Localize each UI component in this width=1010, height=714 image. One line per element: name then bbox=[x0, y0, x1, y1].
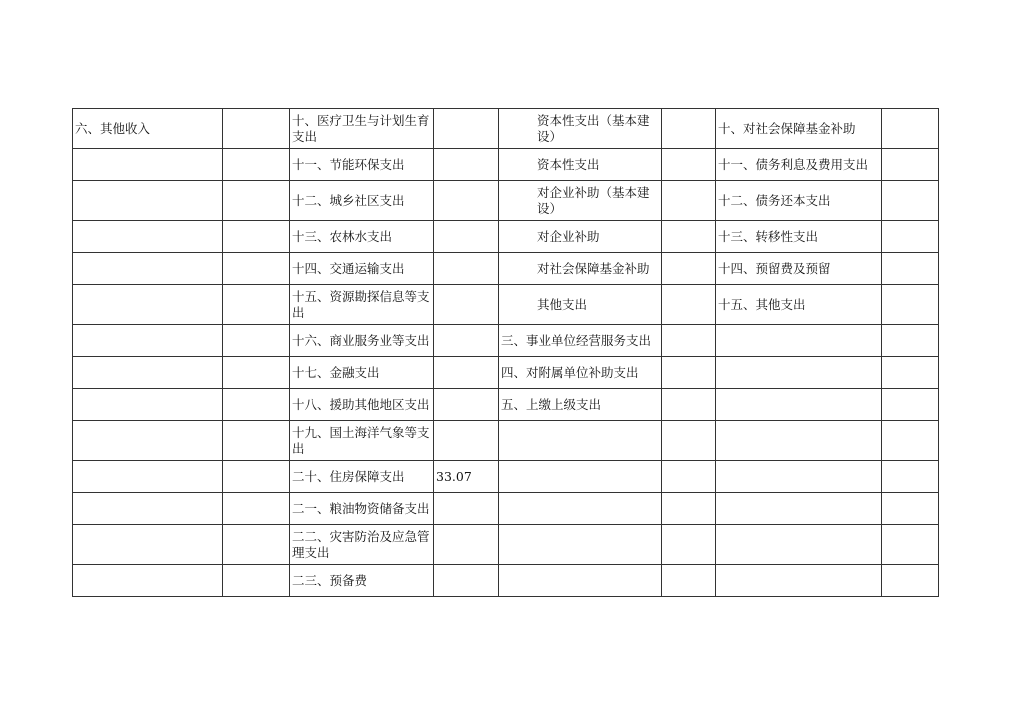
table-cell bbox=[73, 525, 223, 565]
table-row bbox=[73, 389, 939, 421]
table-cell: 十四、交通运输支出 bbox=[290, 253, 434, 285]
table-cell bbox=[223, 565, 290, 597]
table-cell bbox=[73, 565, 223, 597]
table-row bbox=[73, 421, 939, 461]
table-row bbox=[73, 565, 939, 597]
table-row bbox=[73, 109, 939, 149]
table-cell bbox=[223, 181, 290, 221]
table-cell bbox=[716, 565, 882, 597]
table-cell bbox=[434, 565, 499, 597]
table-cell bbox=[882, 149, 939, 181]
table-cell bbox=[73, 357, 223, 389]
table-cell: 二一、粮油物资储备支出 bbox=[290, 493, 434, 525]
table-cell: 资本性支出（基本建设） bbox=[499, 109, 662, 149]
table-cell bbox=[73, 221, 223, 253]
table-cell bbox=[716, 325, 882, 357]
table-cell bbox=[882, 357, 939, 389]
table-row bbox=[73, 149, 939, 181]
table-cell: 十三、转移性支出 bbox=[716, 221, 882, 253]
table-cell bbox=[434, 325, 499, 357]
table-cell bbox=[882, 285, 939, 325]
table-cell: 三、事业单位经营服务支出 bbox=[499, 325, 662, 357]
table-cell bbox=[223, 525, 290, 565]
table-cell bbox=[662, 421, 716, 461]
table-cell bbox=[882, 421, 939, 461]
table-row bbox=[73, 181, 939, 221]
table-cell bbox=[716, 461, 882, 493]
table-cell bbox=[662, 525, 716, 565]
table-cell: 二十、住房保障支出 bbox=[290, 461, 434, 493]
table-cell bbox=[499, 525, 662, 565]
table-cell bbox=[223, 493, 290, 525]
table-cell bbox=[882, 221, 939, 253]
table-cell bbox=[882, 525, 939, 565]
table-cell bbox=[223, 221, 290, 253]
table-cell bbox=[73, 325, 223, 357]
table-cell: 十一、债务利息及费用支出 bbox=[716, 149, 882, 181]
table-cell bbox=[662, 285, 716, 325]
table-cell bbox=[73, 421, 223, 461]
table-cell bbox=[882, 109, 939, 149]
table-cell: 十、对社会保障基金补助 bbox=[716, 109, 882, 149]
table-cell bbox=[662, 325, 716, 357]
table-cell bbox=[223, 285, 290, 325]
table-cell bbox=[434, 285, 499, 325]
table-cell bbox=[662, 357, 716, 389]
table-cell bbox=[716, 357, 882, 389]
table-row bbox=[73, 357, 939, 389]
table-cell bbox=[716, 493, 882, 525]
table-cell bbox=[223, 149, 290, 181]
table-cell bbox=[662, 461, 716, 493]
table-cell: 十五、资源勘探信息等支出 bbox=[290, 285, 434, 325]
table-cell bbox=[73, 285, 223, 325]
table-cell bbox=[662, 221, 716, 253]
table-row bbox=[73, 461, 939, 493]
table-cell: 对社会保障基金补助 bbox=[499, 253, 662, 285]
table-row bbox=[73, 253, 939, 285]
table-cell: 十一、节能环保支出 bbox=[290, 149, 434, 181]
table-cell bbox=[716, 525, 882, 565]
table-cell: 十九、国土海洋气象等支出 bbox=[290, 421, 434, 461]
table-cell: 33.07 bbox=[434, 461, 499, 493]
table-cell bbox=[223, 109, 290, 149]
table-cell bbox=[662, 109, 716, 149]
table-cell bbox=[434, 357, 499, 389]
table-cell: 十七、金融支出 bbox=[290, 357, 434, 389]
table-cell bbox=[882, 493, 939, 525]
table-cell: 资本性支出 bbox=[499, 149, 662, 181]
table-cell bbox=[499, 461, 662, 493]
table-cell bbox=[73, 389, 223, 421]
table-cell bbox=[73, 253, 223, 285]
table-cell bbox=[434, 421, 499, 461]
table-cell bbox=[434, 389, 499, 421]
table-cell bbox=[73, 493, 223, 525]
table-row bbox=[73, 325, 939, 357]
table-cell bbox=[434, 221, 499, 253]
table-cell bbox=[73, 149, 223, 181]
table-cell bbox=[434, 109, 499, 149]
table-cell bbox=[662, 181, 716, 221]
table-cell bbox=[434, 181, 499, 221]
table-cell: 十六、商业服务业等支出 bbox=[290, 325, 434, 357]
table-cell bbox=[716, 421, 882, 461]
table-body bbox=[73, 109, 939, 597]
table-cell: 二三、预备费 bbox=[290, 565, 434, 597]
table-cell: 对企业补助 bbox=[499, 221, 662, 253]
table-cell bbox=[223, 389, 290, 421]
table-cell: 对企业补助（基本建设） bbox=[499, 181, 662, 221]
table-cell bbox=[882, 565, 939, 597]
table-row bbox=[73, 493, 939, 525]
table-cell bbox=[882, 253, 939, 285]
table-cell bbox=[499, 493, 662, 525]
table-cell: 十四、预留费及预留 bbox=[716, 253, 882, 285]
table-cell bbox=[223, 325, 290, 357]
table-cell: 其他支出 bbox=[499, 285, 662, 325]
table-cell bbox=[662, 565, 716, 597]
table-cell: 四、对附属单位补助支出 bbox=[499, 357, 662, 389]
table-cell bbox=[499, 421, 662, 461]
table-cell bbox=[499, 565, 662, 597]
table-cell bbox=[882, 325, 939, 357]
table-cell bbox=[434, 149, 499, 181]
table-cell bbox=[73, 181, 223, 221]
table-row bbox=[73, 221, 939, 253]
table-cell bbox=[662, 493, 716, 525]
table-cell: 十二、城乡社区支出 bbox=[290, 181, 434, 221]
table-cell bbox=[223, 461, 290, 493]
table-cell bbox=[882, 389, 939, 421]
table-row bbox=[73, 285, 939, 325]
table-cell bbox=[223, 253, 290, 285]
table-cell bbox=[434, 493, 499, 525]
table-cell bbox=[882, 181, 939, 221]
table-cell bbox=[223, 421, 290, 461]
table-cell bbox=[434, 525, 499, 565]
table-cell bbox=[662, 149, 716, 181]
table-cell: 五、上缴上级支出 bbox=[499, 389, 662, 421]
table-cell: 六、其他收入 bbox=[73, 109, 223, 149]
table-cell bbox=[73, 461, 223, 493]
table-cell bbox=[716, 389, 882, 421]
budget-table bbox=[72, 108, 939, 597]
table-cell: 十、医疗卫生与计划生育支出 bbox=[290, 109, 434, 149]
table-cell: 十二、债务还本支出 bbox=[716, 181, 882, 221]
table-cell bbox=[223, 357, 290, 389]
table-cell bbox=[662, 389, 716, 421]
table-cell bbox=[434, 253, 499, 285]
table-cell bbox=[662, 253, 716, 285]
table-cell bbox=[882, 461, 939, 493]
table-cell: 十三、农林水支出 bbox=[290, 221, 434, 253]
table-cell: 十五、其他支出 bbox=[716, 285, 882, 325]
table-cell: 二二、灾害防治及应急管理支出 bbox=[290, 525, 434, 565]
table-row bbox=[73, 525, 939, 565]
table-cell: 十八、援助其他地区支出 bbox=[290, 389, 434, 421]
